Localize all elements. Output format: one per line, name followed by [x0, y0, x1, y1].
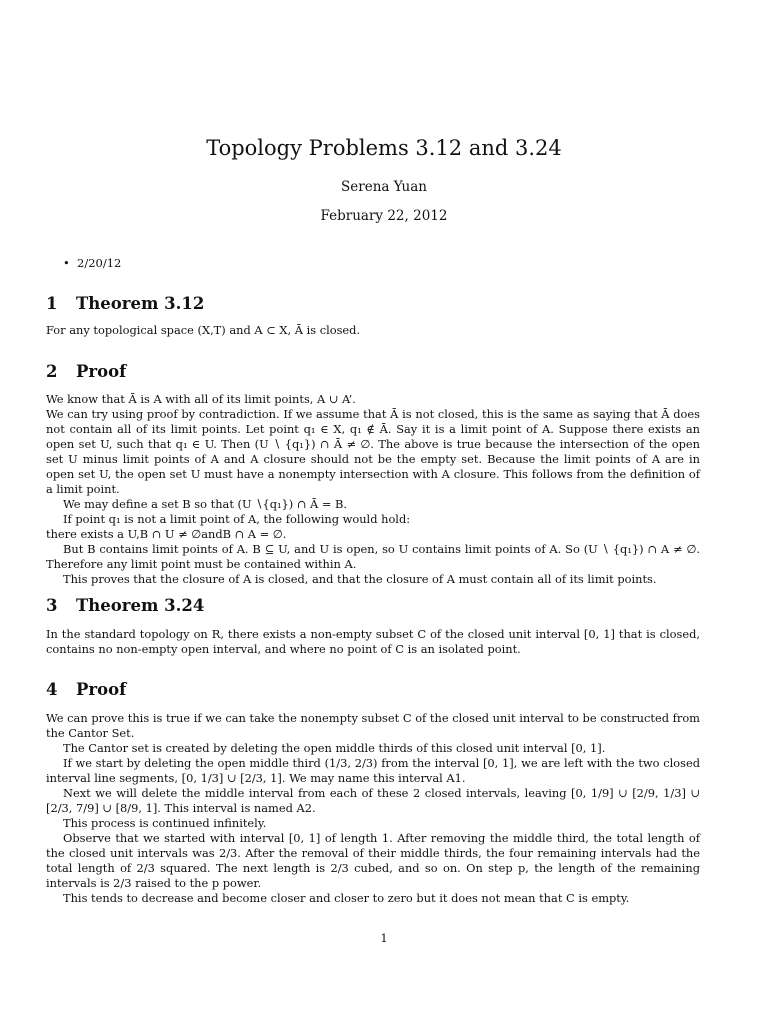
section-title: Theorem 3.24	[76, 596, 205, 615]
section-number: 1	[46, 294, 58, 313]
paragraph: We may define a set B so that (U ∖{q₁}) ∩ Ā = B.	[63, 497, 348, 511]
section-number: 3	[46, 596, 58, 615]
section-title: Theorem 3.12	[76, 294, 205, 313]
paragraph: Observe that we started with interval [0, 1] of length 1. After removing the middle third, the total length of the closed unit intervals was 2/3. After the removal of their middle thirds, the four remaining intervals had the total length of 2/3 squared. The next length is 2/3 cubed, and so on. On step p, the length of the remaining intervals is 2/3 raised to the p power.	[46, 831, 700, 890]
author-name: Serena Yuan	[341, 179, 427, 195]
paragraph: We can prove this is true if we can take the nonempty subset C of the closed unit interval to be constructed from the Cantor Set.	[46, 711, 700, 740]
section-heading-3	[46, 596, 204, 615]
paragraph: In the standard topology on R, there exists a non-empty subset C of the closed unit interval [0, 1] that is closed, contains no non-empty open interval, and where no point of C is an isolated point.	[46, 627, 700, 656]
section-heading-1	[46, 294, 204, 313]
section-number: 4	[46, 680, 58, 699]
paragraph: But B contains limit points of A. B ⊆ U, and U is open, so U contains limit points of A. So (U ∖ {q₁}) ∩ A ≠ ∅. Therefore any limit point must be contained within A.	[46, 542, 700, 571]
bullet-list-item	[63, 256, 121, 270]
section-2-body	[46, 392, 700, 587]
section-heading-2	[46, 362, 126, 381]
section-title: Proof	[76, 680, 127, 699]
paragraph: This proves that the closure of A is closed, and that the closure of A must contain all of its limit points.	[63, 572, 657, 586]
paper-title: Topology Problems 3.12 and 3.24	[206, 136, 562, 160]
paragraph: The Cantor set is created by deleting the open middle thirds of this closed unit interval [0, 1].	[63, 741, 606, 755]
paragraph: If point q₁ is not a limit point of A, the following would hold:	[63, 512, 411, 526]
page-number: 1	[380, 931, 388, 945]
section-1-body	[46, 323, 700, 338]
bullet-text: 2/20/12	[77, 256, 122, 270]
paper-date: February 22, 2012	[320, 208, 448, 224]
paragraph: This tends to decrease and become closer and closer to zero but it does not mean that C is empty.	[63, 891, 630, 905]
paragraph: If we start by deleting the open middle third (1/3, 2/3) from the interval [0, 1], we are left with the two closed interval line segments, [0, 1/3] ∪ [2/3, 1]. We may name this interval A1.	[46, 756, 700, 785]
paragraph: We know that Ā is A with all of its limit points, A ∪ A’.	[46, 392, 356, 406]
section-number: 2	[46, 362, 58, 381]
paragraph: We can try using proof by contradiction. If we assume that Ā is not closed, this is the same as saying that Ā does not contain all of its limit points. Let point q₁ ∈ X, q₁ ∉ Ā. Say it is a limit point of A. Suppose there exists an open set U, such that q₁ ∈ U. Then (U ∖ {q₁}) ∩ Ā ≠ ∅. The above is true because the intersection of the open set U minus limit points of A and A closure should not be the empty set. Because the limit points of A are in open set U, the open set U must have a nonempty intersection with A closure. This follows from the definition of a limit point.	[46, 407, 700, 496]
paragraph: Next we will delete the middle interval from each of these 2 closed intervals, leaving [0, 1/9] ∪ [2/9, 1/3] ∪ [2/3, 7/9] ∪ [8/9, 1]. This interval is named A2.	[46, 786, 700, 815]
paragraph: For any topological space (X,T) and A ⊂ X, Ā is closed.	[46, 323, 361, 337]
paragraph: there exists a U,B ∩ U ≠ ∅andB ∩ A = ∅.	[46, 527, 287, 541]
paragraph: This process is continued infinitely.	[63, 816, 267, 830]
section-3-body	[46, 627, 700, 657]
bullet-icon: •	[63, 256, 70, 270]
section-heading-4	[46, 680, 126, 699]
section-title: Proof	[76, 362, 127, 381]
section-4-body	[46, 711, 700, 906]
